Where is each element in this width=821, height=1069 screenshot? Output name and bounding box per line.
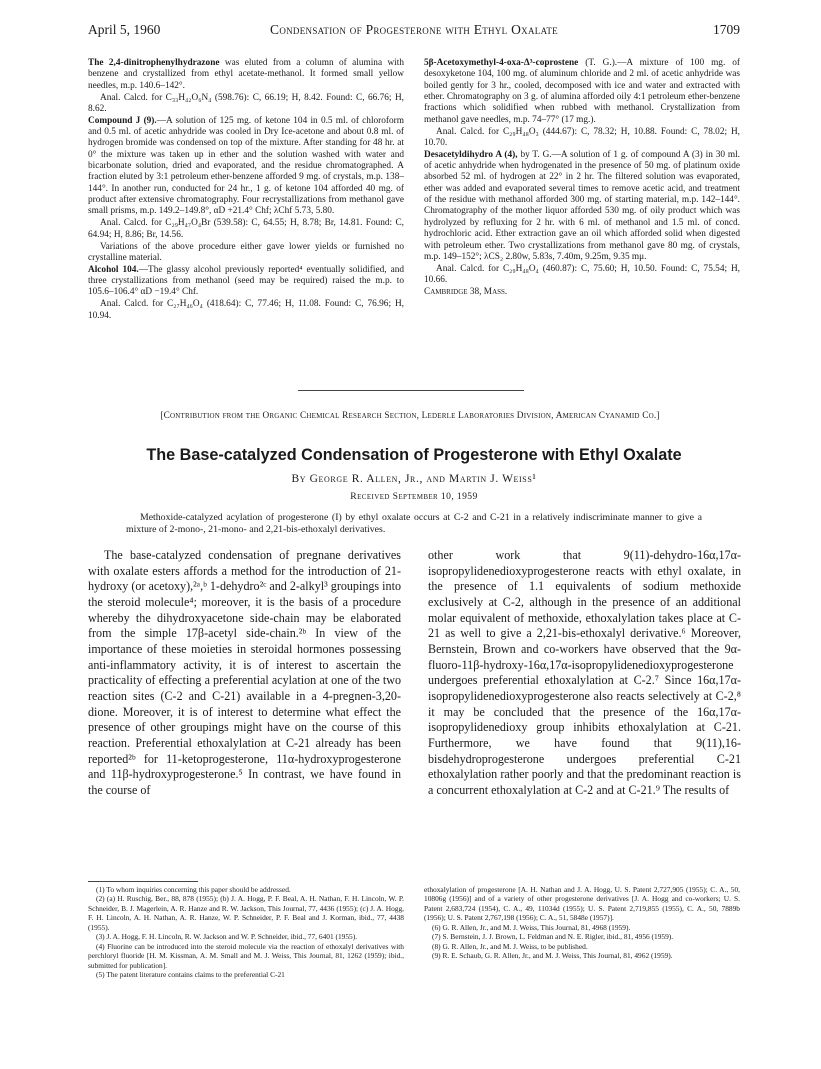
experimental-paragraph <box>88 116 404 218</box>
author-line: By George R. Allen, Jr., and Martin J. Weiss¹ <box>291 473 537 485</box>
analysis-paragraph: Anal. Calcd. for C₃₃H₄₂O₆N₄ (598.76): C, 66.19; H, 8.42. Found: C, 66.76; H, 8.62. <box>88 92 404 114</box>
header-running-title: Condensation of Progesterone with Ethyl Oxalate <box>270 22 558 37</box>
experimental-paragraph: Variations of the above procedure either gave lower yields or furnished no crystalline material. <box>88 241 404 263</box>
footnotes-left <box>88 885 404 980</box>
footnote: (4) Fluorine can be introduced into the steroid molecule via the reaction of ethoxalyl derivatives with perchloryl fluoride [H. M. Kissman, A. M. Small and M. J. Weiss, This Journal, 81, 1262 (1959); ibid., submitted for publication]. <box>88 941 404 970</box>
footnote: (2) (a) H. Ruschig, Ber., 88, 878 (1955); (b) J. A. Hogg, P. F. Beal, A. H. Nathan, F. H. Lincoln, W. P. Schneider, B. J. Magerlein, A. R. Hanze and R. W. Jackson, This Journal, 77, 4436 (1955); (c) J. A. Hogg, F. H. Lincoln, A. H. Nathan, A. R. Hanze, W. P. Schneider, P. F. Beal and J. Korman, ibid., 77, 4438 (1955). <box>88 894 404 932</box>
compound-heading: Desacetyldihydro A (4), <box>424 149 518 160</box>
paragraph-text: (T. G.).—A mixture of 100 mg. of desoxyketone 104, 100 mg. of aluminum chloride and 2 ml. of acetic anhydride was boiled gently for 3 hr., cooled, decomposed with ice and water and extracted with ether. Chromatography on 3 g. of alumina afforded oily 4:1 petroleum ether-benzene fractions which solidified when rubbed with methanol. Crystallization from methanol gave needles, m.p. 74–77° (17 mg.). <box>424 58 740 125</box>
experimental-paragraph <box>88 58 404 92</box>
footnote-rule <box>88 881 198 882</box>
affiliation-city: Cambridge 38, Mass. <box>424 286 508 297</box>
analysis-paragraph: Anal. Calcd. for C₂₇H₄₆O₄ (418.64): C, 77.46; H, 11.08. Found: C, 76.96; H, 10.94. <box>88 299 404 321</box>
received-date: Received September 10, 1959 <box>350 491 478 502</box>
paragraph-text: —A solution of 125 mg. of ketone 104 in 0.5 ml. of chloroform and 0.5 ml. of acetic anhydride was cooled in Dry Ice-acetone and about 0.8 ml. of hydrogen bromide was condensed on top of the mixture. After standing for 48 hr. at 0° the mixture was taken up in ether and the solution washed with water and bicarbonate solution, dried and evaporated, and the residue chromatographed. A fraction eluted by 3:1 petroleum ether-benzene afforded 9 mg. of crystals, m.p. 138–144°. In another run, conducted for 24 hr., 1 g. of ketone 104 afforded 40 mg. of product after extensive chromatography. Four recrystallizations from methanol gave small prisms, m.p. 149.2–149.8°, αD +21.4° Chf; λChf 5.73, 5.80. <box>88 115 404 217</box>
experimental-paragraph <box>424 150 740 263</box>
footnote: (6) G. R. Allen, Jr., and M. J. Weiss, This Journal, 81, 4968 (1959). <box>432 922 631 932</box>
paragraph-text: was eluted from a column of alumina with benzene and crystallized from ethyl acetate-methanol. It formed small yellow needles, m.p. 140.6–142°. <box>88 58 404 91</box>
compound-heading: 5β-Acetoxymethyl-4-oxa-Δ³-coprostene <box>424 58 579 68</box>
footnotes-right <box>424 885 740 961</box>
contribution-line: [Contribution from the Organic Chemical Research Section, Lederle Laboratories Division, American Cyanamid Co.] <box>160 411 660 421</box>
analysis-paragraph: Anal. Calcd. for C₂₉H₄₈O₄ (460.87): C, 75.60; H, 10.50. Found: C, 75.54; H, 10.66. <box>424 263 740 286</box>
header-date: April 5, 1960 <box>88 22 161 37</box>
analysis-paragraph: Anal. Calcd. for C₂₉H₄₈O₃ (444.67): C, 78.32; H, 10.88. Found: C, 78.02; H, 10.70. <box>424 126 740 148</box>
abstract: Methoxide-catalyzed acylation of progesterone (I) by ethyl oxalate occurs at C-2 and C-21 in a relatively indiscriminate manner to give a mixture of 2-mono-, 21-mono- and 2,21-bis-ethoxalyl derivatives. <box>126 512 702 536</box>
experimental-paragraph <box>424 58 740 126</box>
paragraph-text: —The glassy alcohol previously reported⁴ eventually solidified, and three crystallizations from methanol (seed may be required) raised the m.p. to 105.6–106.4° αD −19.4° Chf. <box>88 264 404 298</box>
footnote: (1) To whom inquiries concerning this paper should be addressed. <box>96 885 291 894</box>
body-text-left: The base-catalyzed condensation of pregnane derivatives with oxalate esters affords a method for the introduction of 21-hydroxy (or acetoxy),²ᵃ,ᵇ 1-dehydro²ᶜ and 2-alkyl³ groupings into the steroid molecule⁴; moreover, it is the basis of a procedure whereby the dihydroxyacetone side-chain may be elaborated from the simple 17β-acetyl side-chain.²ᵇ In view of the importance of these moieties in steroidal hormones possessing anti-inflammatory activity, it is of interest to ascertain the practicality of effecting a preferential acylation at one of the two reaction sites (C-2 and C-21) available in a 4-pregnen-3,20-dione. Moreover, it is of interest to determine what effect the presence of other groupings might have on the course of this reaction. Preferential ethoxalylation at C-21 already has been reported²ᵇ for 11-ketoprogesterone, 11α-hydroxyprogesterone and 11β-hydroxyprogesterone.⁵ In contrast, we have found in the course of <box>88 548 401 797</box>
footnote: (3) J. A. Hogg, F. H. Lincoln, R. W. Jackson and W. P. Schneider, ibid., 77, 6401 (1955). <box>96 932 358 942</box>
body-text-right: other work that 9(11)-dehydro-16α,17α-isopropylidenedioxyprogesterone reacts with ethyl oxalate, in the presence of 1.1 equivalents of sodium methoxide exclusively at C-2, although in the presence of an additional molar equivalent of methoxide, ethoxalylation takes place at C-21 as well to give a 2,21-bis-ethoxalyl derivative.⁶ Moreover, Bernstein, Brown and co-workers have observed that the 9α-fluoro-11β-hydroxy-16α,17α-isopropylidenedioxyprogesterone undergoes preferential ethoxalylation at C-2.⁷ Since 16α,17α-isopropylidenedioxyprogesterone also reacts selectively at C-2,⁸ it may be concluded that the presence of the 16α,17α-isopropylidenedioxy group inhibits ethoxalylation at C-21. Furthermore, we have found that 9(11),16-bisdehydroprogesterone undergoes preferential C-21 ethoxalylation rather poorly and that the predominant reaction is a concurrent ethoxalylation at C-2 and at C-21.⁹ The results of <box>428 548 741 797</box>
article-separator <box>298 390 524 391</box>
compound-heading: Alcohol 104. <box>88 264 139 275</box>
footnote: ethoxalylation of progesterone [A. H. Nathan and J. A. Hogg, U. S. Patent 2,727,905 (1955); C. A., 50, 10806g (1956)] and of a variety of other progesterone derivatives [J. A. Hogg and co-workers; U. S. Patent 2,683,724 (1954), C. A., 49, 11034d (1955); U. S. Patent 2,719,855 (1955), C. A., 50, 7889b (1956); U. S. Patent 2,767,198 (1956); C. A., 51, 5848e (1957)]. <box>424 885 740 923</box>
experimental-right-column <box>424 58 740 298</box>
analysis-paragraph: Anal. Calcd. for C₂₉H₄₇O₄Br (539.58): C, 64.55; H, 8.78; Br, 14.81. Found: C, 64.94; H, 8.86; Br, 14.56. <box>88 218 404 240</box>
footnote: (8) G. R. Allen, Jr., and M. J. Weiss, to be published. <box>432 941 588 951</box>
article-title: The Base-catalyzed Condensation of Progesterone with Ethyl Oxalate <box>146 446 682 464</box>
experimental-left-column <box>88 58 404 322</box>
running-header <box>88 22 740 42</box>
experimental-paragraph <box>88 265 404 299</box>
paragraph-text: by T. G.—A solution of 1 g. of compound A (3) in 30 ml. of acetic anhydride when hydrogenated in the presence of 50 mg. of platinum oxide absorbed 52 ml. of hydrogen at 22° in 2 hr. The filtered solution was evaporated, ether was added and evaporated several times to remove acetic acid, and treatment of the residue with methanol afforded 300 mg. of starting material, m.p. 142–144°. Chromatography of the mother liquor afforded 530 mg. of oily product which was hydrolyzed by refluxing for 2 hr. with 6 ml. of methanol and 1.5 ml. of concd. hydrochloric acid. Ether extraction gave an oil which afforded solid when digested with petroleum ether. Two crystallizations from methanol gave 80 mg. of crystals, m.p. 149–152°; λCS₂ 2.80w, 5.83s, 7.40m, 9.25m, 9.35 mμ. <box>424 149 740 262</box>
footnote: (9) R. E. Schaub, G. R. Allen, Jr., and M. J. Weiss, This Journal, 81, 4962 (1959). <box>432 951 673 961</box>
compound-heading: Compound J (9). <box>88 115 157 126</box>
header-page-number: 1709 <box>713 22 740 37</box>
footnote: (5) The patent literature contains claims to the preferential C-21 <box>96 970 285 980</box>
footnote: (7) S. Bernstein, J. J. Brown, L. Feldman and N. E. Rigler, ibid., 81, 4956 (1959). <box>432 932 674 942</box>
compound-heading: The 2,4-dinitrophenylhydrazone <box>88 58 220 68</box>
